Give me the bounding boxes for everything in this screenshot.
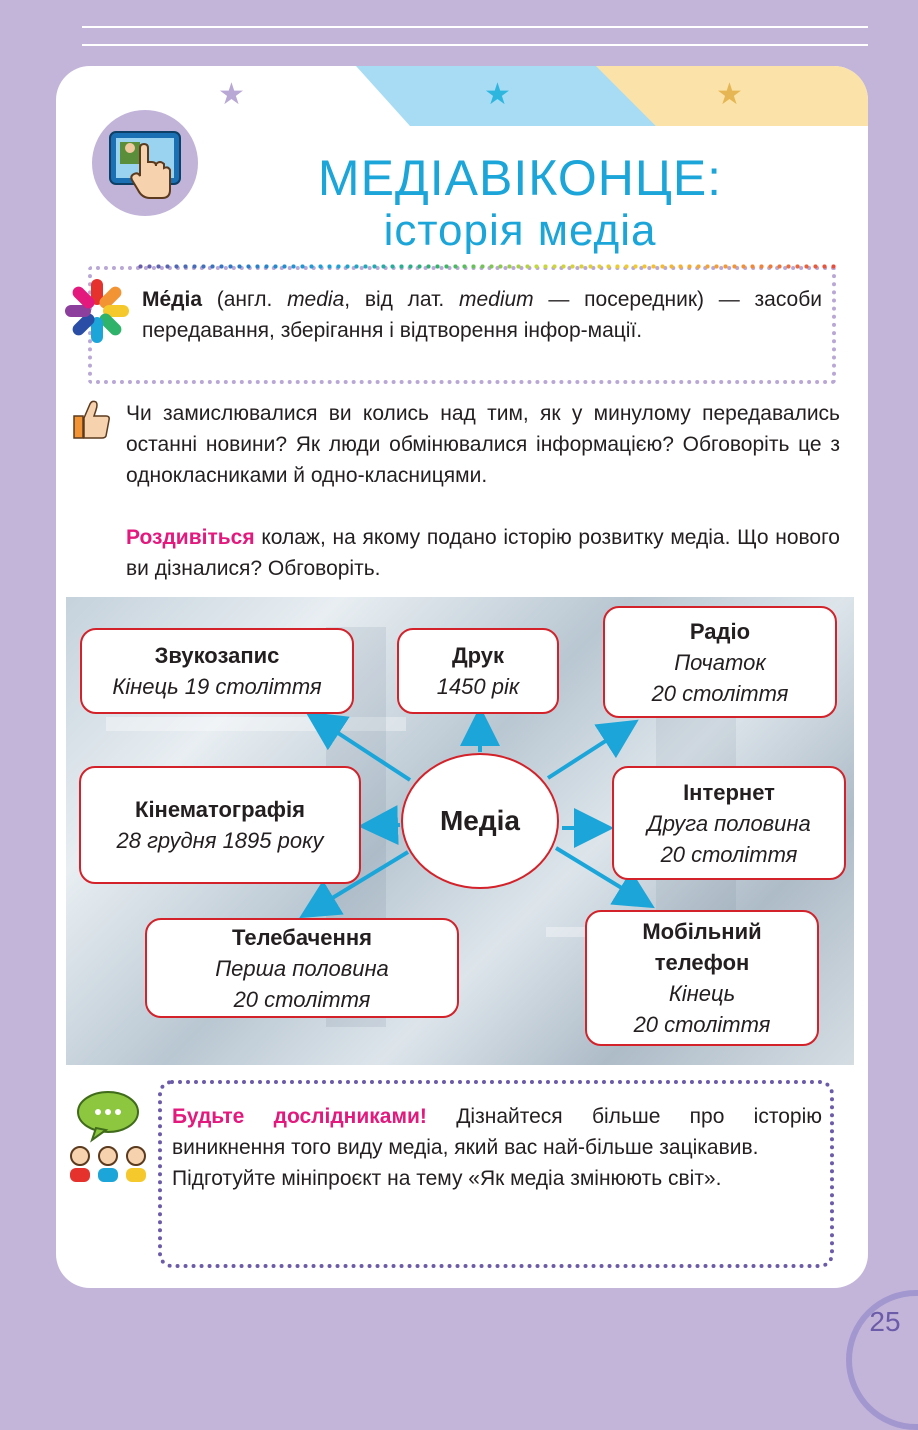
page-number: 25 [869, 1306, 901, 1337]
group-discussion-icon [66, 1090, 150, 1186]
node-radio [603, 606, 837, 718]
node-date: 20 століття [660, 841, 798, 867]
node-print [397, 628, 559, 714]
definition-lat-word: medium [458, 288, 534, 311]
task-lead: Будьте дослідниками! [172, 1105, 427, 1128]
instruction-text: колаж, на якому подано історію розвитку медіа. Що нового ви дізналися? Обговоріть. [126, 526, 840, 580]
node-media-center: Медіа [401, 753, 559, 889]
node-date: 20 століття [651, 680, 789, 706]
star-icon-gold: ★ [716, 78, 743, 111]
node-cinematography [79, 766, 361, 884]
instruction-lead: Роздивіться [126, 526, 255, 549]
page-title: МЕДІАВІКОНЦЕ: [317, 150, 723, 206]
node-date: 1450 рік [436, 674, 520, 699]
node-date: 20 століття [233, 986, 371, 1012]
intro-question: Чи замислювалися ви колись над тим, як у минулому передавались останні новини? Як люди обмінювалися інформацією? Обговоріть це з однокласниками й одно-класницями. [126, 402, 840, 487]
definition-part: — посередник) — засоби передавання, зберігання і відтворення інфор-мації. [142, 288, 822, 342]
node-mobile-phone [585, 910, 819, 1046]
node-date: Друга половина [647, 810, 811, 836]
node-date: 28 грудня 1895 року [116, 828, 324, 853]
definition-en-word: media [287, 288, 345, 311]
task-paragraph-1 [172, 1101, 822, 1163]
node-date: Кінець 19 століття [112, 674, 322, 699]
task-part: Дізнайтеся більше про історію виникнення того виду медіа, який вас най-більше зацікавив. [172, 1105, 823, 1159]
node-title: телефон [654, 950, 750, 975]
definition-term: Ме́діа [142, 288, 203, 311]
node-date: Кінець [668, 981, 736, 1006]
node-title: Мобільний [642, 919, 762, 944]
node-title: Друк [451, 643, 505, 668]
node-sound-recording [80, 628, 354, 714]
node-title: Інтернет [683, 779, 775, 805]
star-icon-blue: ★ [484, 78, 511, 111]
node-title: Звукозапис [154, 643, 280, 668]
node-date: Перша половина [215, 955, 389, 981]
page-subtitle: історія медіа [383, 206, 657, 255]
star-icon-lilac: ★ [218, 78, 245, 111]
definition-part: , від лат. [344, 288, 459, 311]
node-television [145, 918, 459, 1018]
node-date: 20 століття [633, 1012, 771, 1037]
node-date: Початок [674, 649, 766, 675]
definition-part: (англ. [202, 288, 288, 311]
node-title: Телебачення [232, 924, 372, 950]
task-text [172, 1101, 822, 1194]
node-title: Кінематографія [135, 797, 305, 822]
node-title: Радіо [689, 618, 751, 644]
node-internet [612, 766, 846, 880]
task-paragraph-2: Підготуйте мініпроєкт на тему «Як медіа змінюють світ». [172, 1167, 722, 1190]
